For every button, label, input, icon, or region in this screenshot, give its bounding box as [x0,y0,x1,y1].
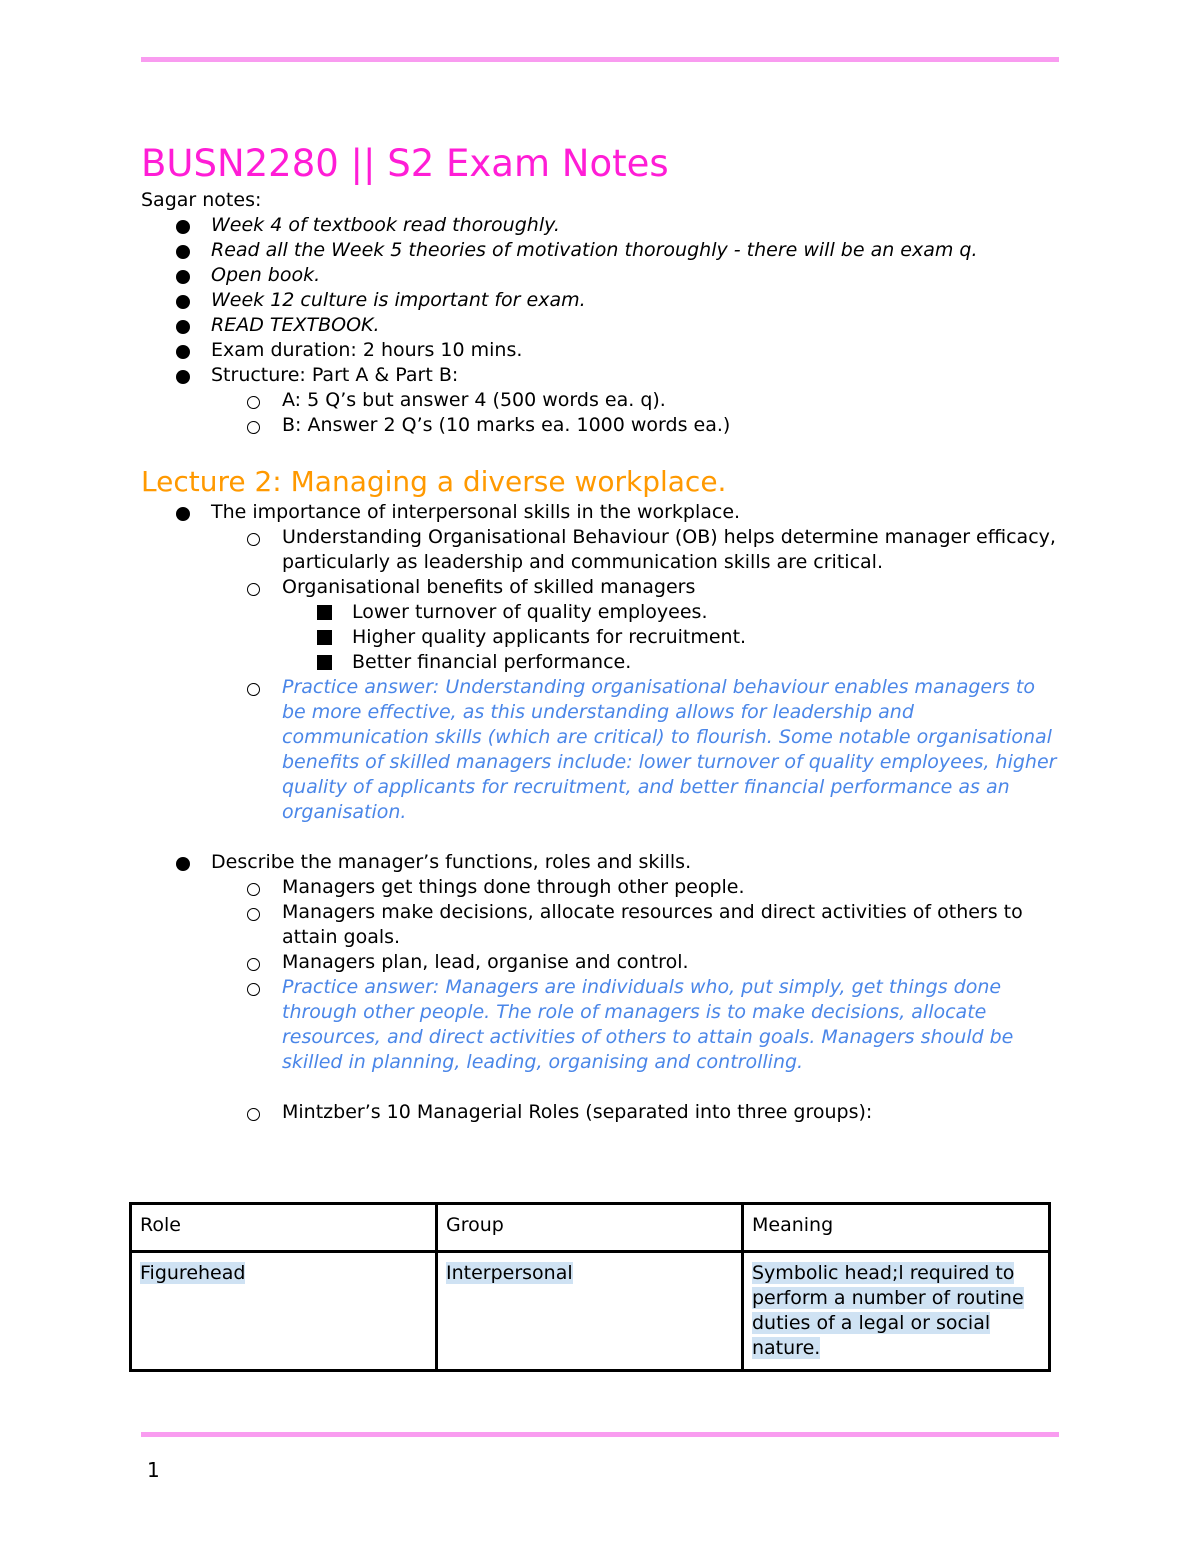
meaning-value: Symbolic head;l required to perform a number of routine duties of a legal or social nature. [752,1262,1024,1359]
circle-bullet-icon [247,908,260,921]
circle-bullet-icon [247,983,260,996]
page-title: BUSN2280 || S2 Exam Notes [141,142,669,185]
header-rule [141,57,1059,62]
topic-1-practice [141,675,1061,825]
topic-1-points [141,525,1061,600]
benefits-list [141,600,1061,675]
table-cell [437,1252,743,1371]
mintzberg-list [141,1100,1061,1125]
footer-rule [141,1432,1059,1437]
bullet-icon [176,320,190,334]
list-item: READ TEXTBOOK. [141,313,1061,338]
bullet-icon [176,857,190,871]
practice-answer: Practice answer: Managers are individuals who, put simply, get things done through other people. The role of managers is to make decisions, allocate resources, and direct activities of others to attain goals. Managers should be skilled in planning, leading, organising and controlling. [141,975,1061,1075]
list-item: Better financial performance. [141,650,1061,675]
list-item: Organisational benefits of skilled managers [141,575,1061,600]
table-row [131,1252,1050,1371]
topic-2-list [141,850,1061,875]
bullet-icon [176,345,190,359]
table-cell [131,1252,437,1371]
circle-bullet-icon [247,533,260,546]
bullet-icon [176,270,190,284]
circle-bullet-icon [247,1108,260,1121]
list-item: Exam duration: 2 hours 10 mins. [141,338,1061,363]
circle-bullet-icon [247,883,260,896]
square-bullet-icon [317,630,332,645]
role-value: Figurehead [140,1262,246,1284]
list-item: Week 4 of textbook read thoroughly. [141,213,1061,238]
table-header-cell: Meaning [743,1204,1050,1252]
practice-answer: Practice answer: Understanding organisational behaviour enables managers to be more effective, as this understanding allows for leadership and communication skills (which are critical) to flourish. Some notable organisational benefits of skilled managers include: lower turnover of quality employees, higher quality of applicants for recruitment, and better financial performance as an organisation. [141,675,1061,825]
list-item: Describe the manager’s functions, roles and skills. [141,850,1061,875]
circle-bullet-icon [247,683,260,696]
bullet-icon [176,507,190,521]
circle-bullet-icon [247,583,260,596]
list-item: Managers make decisions, allocate resources and direct activities of others to attain goals. [141,900,1061,950]
structure-parts-list [141,388,1061,438]
list-item: Open book. [141,263,1061,288]
list-item: A: 5 Q’s but answer 4 (500 words ea. q). [141,388,1061,413]
topic-1-list [141,500,1061,525]
table-header-cell: Role [131,1204,437,1252]
list-item: The importance of interpersonal skills in the workplace. [141,500,1061,525]
circle-bullet-icon [247,421,260,434]
table-header-row [131,1204,1050,1252]
list-item: Lower turnover of quality employees. [141,600,1061,625]
list-item: Higher quality applicants for recruitment. [141,625,1061,650]
topic-2-points [141,875,1061,1075]
list-item: Managers get things done through other people. [141,875,1061,900]
group-value: Interpersonal [446,1262,573,1284]
square-bullet-icon [317,655,332,670]
circle-bullet-icon [247,958,260,971]
list-item: Read all the Week 5 theories of motivation thoroughly - there will be an exam q. [141,238,1061,263]
intro-text: Sagar notes: [141,189,262,211]
circle-bullet-icon [247,396,260,409]
lecture-2-heading: Lecture 2: Managing a diverse workplace. [141,465,727,498]
list-item: Understanding Organisational Behaviour (OB) helps determine manager efficacy, particularly as leadership and communication skills are critical. [141,525,1061,575]
bullet-icon [176,295,190,309]
table-header-cell: Group [437,1204,743,1252]
list-item: Mintzber’s 10 Managerial Roles (separated into three groups): [141,1100,1061,1125]
sagar-notes-list [141,213,1061,388]
bullet-icon [176,220,190,234]
list-item: Week 12 culture is important for exam. [141,288,1061,313]
table-cell [743,1252,1050,1371]
list-item: Structure: Part A & Part B: [141,363,1061,388]
list-item: Managers plan, lead, organise and control. [141,950,1061,975]
page-number: 1 [147,1458,160,1482]
bullet-icon [176,370,190,384]
bullet-icon [176,245,190,259]
document-body [141,140,1061,1125]
square-bullet-icon [317,605,332,620]
list-item: B: Answer 2 Q’s (10 marks ea. 1000 words ea.) [141,413,1061,438]
managerial-roles-table [129,1202,1051,1372]
